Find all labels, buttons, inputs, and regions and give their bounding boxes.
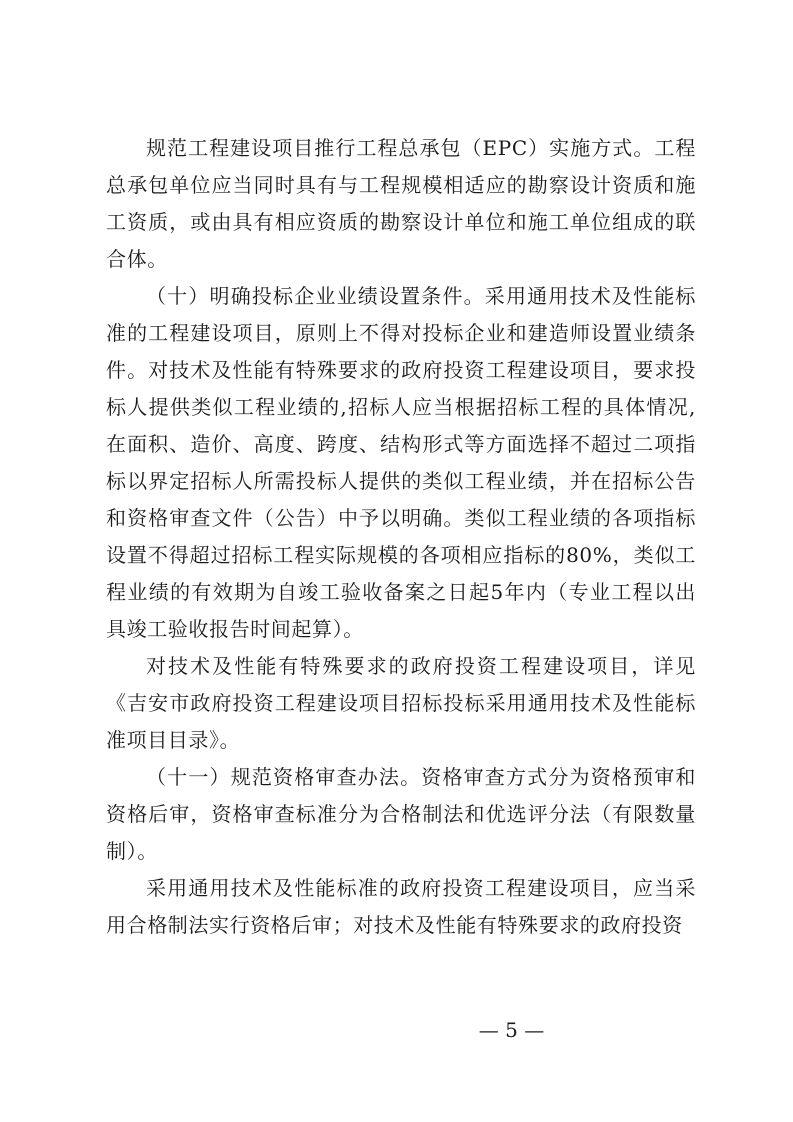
page-number: — 5 — [478,1018,545,1042]
paragraph-epc: 规范工程建设项目推行工程总承包（EPC）实施方式。工程总承包单位应当同时具有与工程规模相适应的勘察设计资质和施工资质，或由具有相应资质的勘察设计单位和施工单位组成的联合体。 [106,136,696,271]
paragraph-section-11: （十一）规范资格审查办法。资格审查方式分为资格预审和资格后审，资格审查标准分为合格制法和优选评分法（有限数量制）。 [106,765,696,863]
paragraph-qualification-review: 采用通用技术及性能标准的政府投资工程建设项目，应当采用合格制法实行资格后审；对技术及性能有特殊要求的政府投资 [106,876,696,937]
body-text [106,130,696,944]
paragraph-catalog-reference: 对技术及性能有特殊要求的政府投资工程建设项目，详见《吉安市政府投资工程建设项目招标投标采用通用技术及性能标准项目目录》。 [106,654,696,752]
paragraph-section-10: （十）明确投标企业业绩设置条件。采用通用技术及性能标准的工程建设项目，原则上不得对投标企业和建造师设置业绩条件。对技术及性能有特殊要求的政府投资工程建设项目，要求投标人提供类似工程业绩的,招标人应当根据招标工程的具体情况,在面积、造价、高度、跨度、结构形式等方面选择不超过二项指标以界定招标人所需投标人提供的类似工程业绩，并在招标公告和资格审查文件（公告）中予以明确。类似工程业绩的各项指标设置不得超过招标工程实际规模的各项相应指标的80%，类似工程业绩的有效期为自竣工验收备案之日起5年内（专业工程以出具竣工验收报告时间起算）。 [106,284,696,641]
